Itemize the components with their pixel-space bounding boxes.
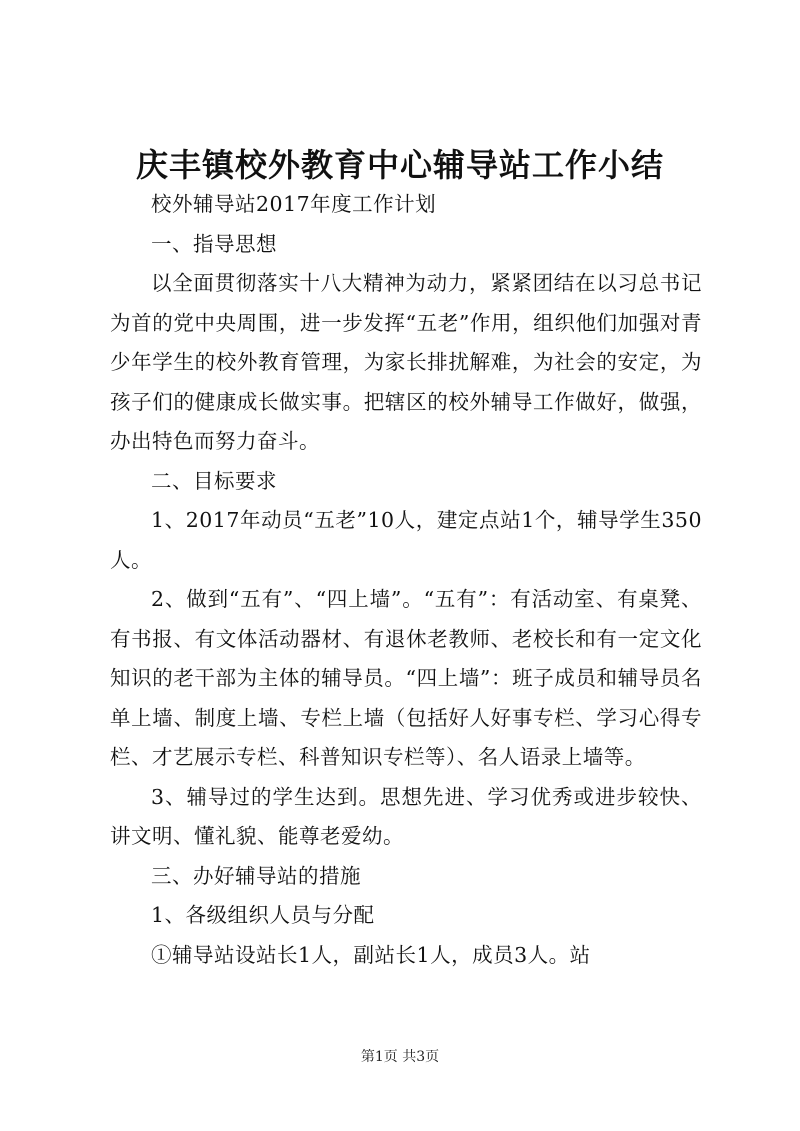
paragraph-goal-2: 2、做到“五有”、“四上墙”。“五有”：有活动室、有桌凳、有书报、有文体活动器材、有退休老教师、老校长和有一定文化知识的老干部为主体的辅导员。“四上墙”：班子成员和辅导员名单上墙、制度上墙、专栏上墙（包括好人好事专栏、学习心得专栏、才艺展示专栏、科普知识专栏等）、名人语录上墙等。 [110,587,702,769]
subheading-organization: 1、各级组织人员与分配 [151,903,375,927]
section-heading-guiding-ideology: 一、指导思想 [151,231,277,256]
section-heading-goals: 二、目标要求 [151,468,277,493]
paragraph-plan-heading: 校外辅导站2017年度工作计划 [151,192,437,216]
section-heading-measures: 三、办好辅导站的措施 [151,863,361,888]
page-footer: 第1页 共3页 [360,1049,440,1065]
paragraph-goal-3: 3、辅导过的学生达到。思想先进、学习优秀或进步较快、讲文明、懂礼貌、能尊老爱幼。 [110,784,702,848]
document-body [110,185,702,975]
paragraph-guiding-ideology: 以全面贯彻落实十八大精神为动力，紧紧团结在以习总书记为首的党中央周围，进一步发挥“五老”作用，组织他们加强对青少年学生的校外教育管理，为家长排扰解难，为社会的安定，为孩子们的健康成长做实事。把辖区的校外辅导工作做好，做强，办出特色而努力奋斗。 [110,271,702,453]
document-title: 庆丰镇校外教育中心辅导站工作小结 [135,146,664,184]
paragraph-staffing: ①辅导站设站长1人，副站长1人，成员3人。站 [151,942,591,967]
paragraph-goal-1: 1、2017年动员“五老”10人，建定点站1个，辅导学生350人。 [110,508,702,572]
